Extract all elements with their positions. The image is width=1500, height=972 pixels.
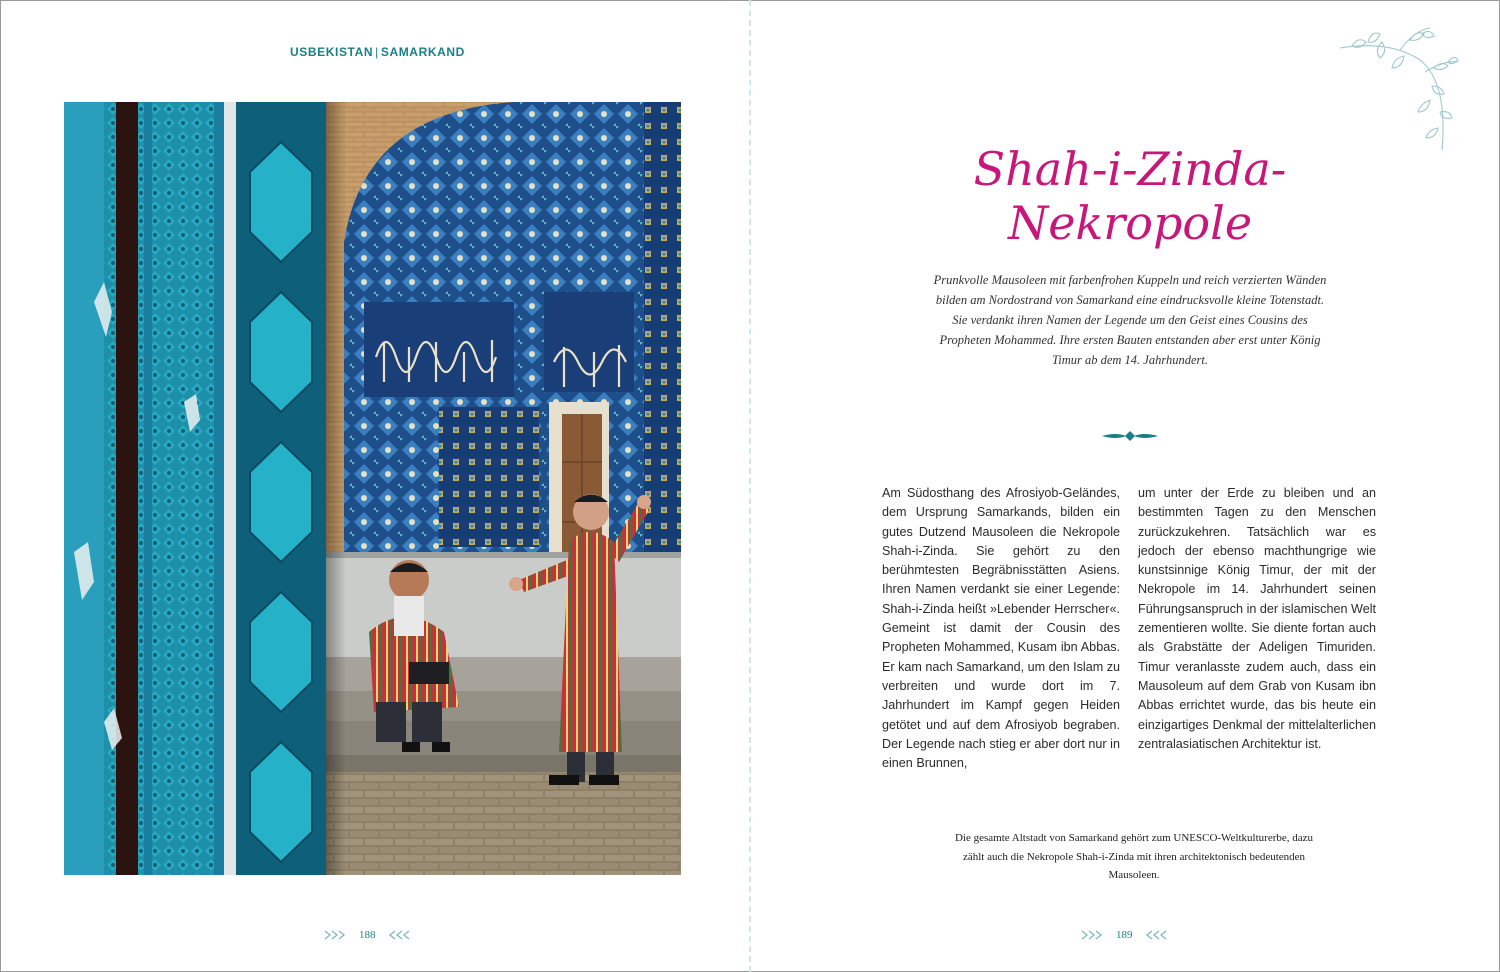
- running-head-separator: |: [375, 45, 379, 59]
- body-text-column-1: Am Südosthang des Afrosiyob-Geländes, dem Ursprung Samarkands, bilden ein gutes Dutzend Mausoleen die Nekropole Shah-i-Zinda. Sie gehört zu den berühmtesten Begräbnisstätten Asiens. Ihren Namen verdankt sie einer Legende: Shah-i-Zinda heißt »Lebender Herrscher«. Gemeint ist damit der Cousin des Propheten Mohammed, Kusam ibn Abbas. Er kam nach Samarkand, um den Islam zu verbreiten und wurde dort im 7. Jahrhundert im Kampf gegen Heiden getötet und auf dem Afrosiyob begraben. Der Legende nach stieg er aber dort nur in einen Brunnen,: [882, 486, 1120, 771]
- article-intro: Prunkvolle Mausoleen mit farbenfrohen Kuppeln und reich verzierten Wänden bilden am Nordostrand von Samarkand eine eindrucksvolle kleine Totenstadt. Sie verdankt ihren Namen der Legende um den Geist eines Cousins des Propheten Mohammed. Ihre ersten Bauten entstanden aber erst unter König Timur ab dem 14. Jahrhundert.: [933, 273, 1327, 367]
- diamond-ornament-icon: [1102, 430, 1158, 442]
- article-title-line-2: Nekropole: [1007, 196, 1253, 250]
- article-title-line-1: Shah-i-Zinda-: [973, 142, 1287, 196]
- running-head: [290, 45, 465, 59]
- page-number-left: 188: [359, 929, 376, 941]
- leaf-branch-icon: [1330, 20, 1470, 160]
- chevron-arrow-icon: [386, 930, 412, 940]
- book-gutter: [749, 0, 751, 972]
- article-title: [900, 142, 1360, 250]
- folio-right: [1080, 929, 1169, 941]
- photo-caption: Die gesamte Altstadt von Samarkand gehört zum UNESCO-Weltkulturerbe, dazu zählt auch die Nekropole Shah-i-Zinda mit ihren architektonisch bedeutenden Mausoleen.: [954, 832, 1314, 881]
- body-text-column-2: um unter der Erde zu bleiben und an bestimmten Tagen zu den Menschen zurückzukehren. Tatsächlich war es jedoch der ebenso machthungrige wie kunstsinnige König Timur, der mit der Nekropole im 14. Jahrhundert seinen Führungsanspruch in der islamischen Welt zementieren wollte. Sie diente fortan auch als Grabstätte der Adeligen Timuriden. Timur veranlasste zudem auch, dass ein Mausoleum auf dem Grab von Kusam ibn Abbas errichtet wurde, das bis heute ein einzigartiges Denkmal der mittelalterlichen zentralasiatischen Architektur ist.: [1138, 486, 1376, 751]
- chevron-arrow-icon: [1080, 930, 1106, 940]
- running-head-city: SAMARKAND: [380, 45, 465, 59]
- shah-i-zinda-photo: [64, 102, 681, 875]
- page-number-right: 189: [1116, 929, 1133, 941]
- chevron-arrow-icon: [1143, 930, 1169, 940]
- running-head-country: USBEKISTAN: [290, 45, 374, 59]
- folio-left: [323, 929, 412, 941]
- chevron-arrow-icon: [323, 930, 349, 940]
